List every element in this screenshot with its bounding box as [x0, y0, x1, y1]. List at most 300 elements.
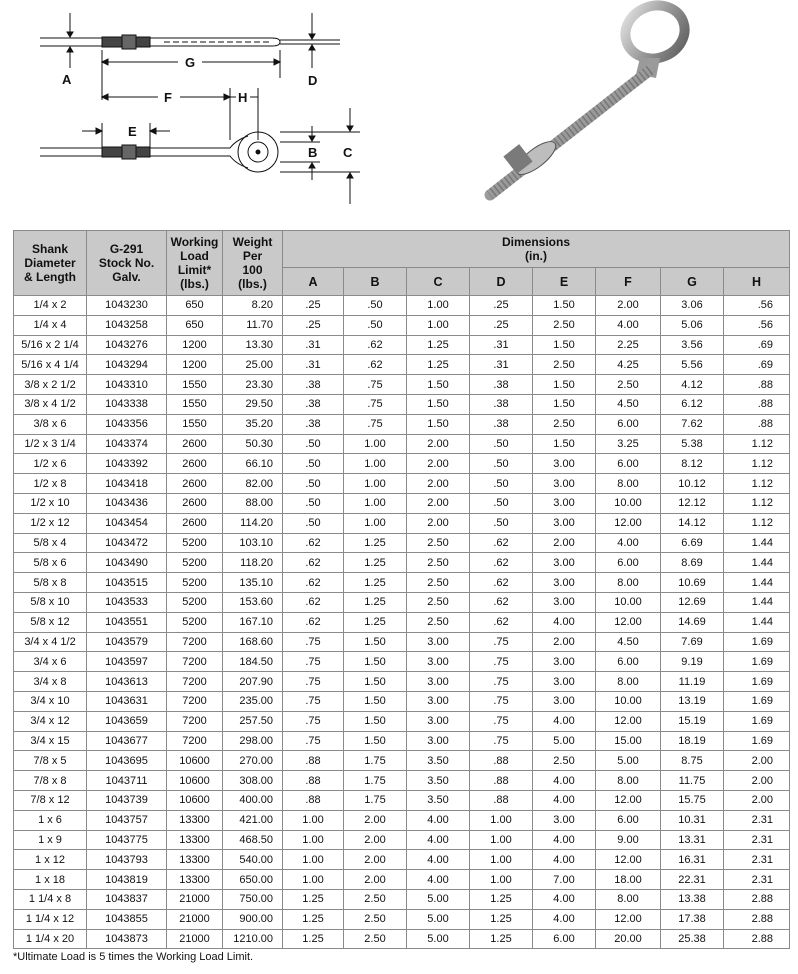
- cell-dim-a: .62: [283, 592, 344, 612]
- cell-dim-d: .75: [470, 652, 533, 672]
- cell-working-load-limit: 10600: [167, 771, 223, 791]
- cell-dim-c: 3.50: [407, 790, 470, 810]
- cell-dim-h: 1.69: [724, 731, 790, 751]
- cell-dim-e: 2.00: [533, 632, 596, 652]
- cell-dim-f: 8.00: [596, 889, 661, 909]
- cell-dim-d: .62: [470, 533, 533, 553]
- cell-dim-g: 12.69: [661, 592, 724, 612]
- cell-dim-c: 2.00: [407, 513, 470, 533]
- label-a: A: [62, 72, 72, 87]
- cell-dim-e: 4.00: [533, 771, 596, 791]
- cell-dim-c: 2.50: [407, 612, 470, 632]
- cell-weight: 1210.00: [223, 929, 283, 949]
- cell-dim-e: 4.00: [533, 612, 596, 632]
- cell-dim-b: 1.00: [344, 513, 407, 533]
- table-row: [14, 296, 790, 316]
- cell-dim-g: 13.38: [661, 889, 724, 909]
- cell-stock-no: 1043356: [87, 414, 167, 434]
- cell-dim-f: 12.00: [596, 790, 661, 810]
- cell-dim-a: .50: [283, 493, 344, 513]
- cell-shank: 3/4 x 4 1/2: [14, 632, 87, 652]
- header-dimensions: Dimensions (in.): [283, 231, 790, 268]
- cell-dim-d: .38: [470, 414, 533, 434]
- cell-dim-g: 8.12: [661, 454, 724, 474]
- cell-weight: 82.00: [223, 474, 283, 494]
- cell-dim-f: 3.25: [596, 434, 661, 454]
- cell-dim-c: 3.00: [407, 711, 470, 731]
- cell-dim-g: 5.38: [661, 434, 724, 454]
- cell-shank: 1/4 x 4: [14, 315, 87, 335]
- cell-dim-d: .75: [470, 632, 533, 652]
- cell-dim-f: 20.00: [596, 929, 661, 949]
- cell-dim-a: .38: [283, 414, 344, 434]
- cell-dim-g: 11.75: [661, 771, 724, 791]
- cell-dim-e: 6.00: [533, 929, 596, 949]
- spec-table: [13, 230, 790, 949]
- cell-dim-h: 1.44: [724, 592, 790, 612]
- cell-dim-b: 1.00: [344, 434, 407, 454]
- table-row: [14, 533, 790, 553]
- cell-dim-e: 2.50: [533, 315, 596, 335]
- cell-weight: 35.20: [223, 414, 283, 434]
- cell-dim-g: 10.69: [661, 573, 724, 593]
- cell-working-load-limit: 21000: [167, 929, 223, 949]
- cell-working-load-limit: 2600: [167, 493, 223, 513]
- cell-dim-h: 1.69: [724, 652, 790, 672]
- cell-working-load-limit: 21000: [167, 909, 223, 929]
- label-f: F: [164, 90, 172, 105]
- cell-dim-a: .50: [283, 454, 344, 474]
- cell-dim-g: 12.12: [661, 493, 724, 513]
- cell-working-load-limit: 5200: [167, 612, 223, 632]
- header-shank: Shank Diameter & Length: [14, 231, 87, 296]
- cell-dim-e: 3.00: [533, 513, 596, 533]
- cell-dim-h: .69: [724, 335, 790, 355]
- cell-dim-a: .38: [283, 394, 344, 414]
- cell-dim-a: .75: [283, 691, 344, 711]
- cell-dim-h: .88: [724, 394, 790, 414]
- table-row: [14, 691, 790, 711]
- table-row: [14, 414, 790, 434]
- cell-working-load-limit: 1200: [167, 335, 223, 355]
- cell-stock-no: 1043695: [87, 751, 167, 771]
- table-row: [14, 909, 790, 929]
- cell-stock-no: 1043793: [87, 850, 167, 870]
- cell-dim-g: 4.12: [661, 375, 724, 395]
- table-row: [14, 355, 790, 375]
- table-row: [14, 553, 790, 573]
- cell-dim-d: .50: [470, 493, 533, 513]
- cell-dim-a: 1.00: [283, 850, 344, 870]
- cell-dim-a: 1.00: [283, 830, 344, 850]
- cell-dim-h: 2.88: [724, 909, 790, 929]
- cell-dim-c: 1.25: [407, 335, 470, 355]
- cell-dim-e: 2.50: [533, 414, 596, 434]
- cell-dim-g: 11.19: [661, 672, 724, 692]
- label-g: G: [185, 55, 196, 70]
- cell-dim-c: 2.00: [407, 454, 470, 474]
- table-row: [14, 771, 790, 791]
- cell-shank: 3/8 x 6: [14, 414, 87, 434]
- cell-dim-d: .75: [470, 711, 533, 731]
- cell-dim-h: 1.69: [724, 691, 790, 711]
- cell-shank: 3/4 x 6: [14, 652, 87, 672]
- cell-stock-no: 1043392: [87, 454, 167, 474]
- table-row: [14, 810, 790, 830]
- cell-working-load-limit: 650: [167, 315, 223, 335]
- cell-dim-c: 5.00: [407, 929, 470, 949]
- cell-dim-g: 15.19: [661, 711, 724, 731]
- cell-dim-h: 2.88: [724, 929, 790, 949]
- cell-stock-no: 1043454: [87, 513, 167, 533]
- cell-dim-b: .62: [344, 355, 407, 375]
- cell-dim-f: 6.00: [596, 553, 661, 573]
- cell-dim-g: 13.19: [661, 691, 724, 711]
- cell-dim-c: 1.00: [407, 315, 470, 335]
- cell-dim-h: 2.00: [724, 790, 790, 810]
- cell-dim-c: 4.00: [407, 810, 470, 830]
- cell-dim-a: .88: [283, 790, 344, 810]
- cell-dim-a: .88: [283, 771, 344, 791]
- cell-dim-h: 2.31: [724, 810, 790, 830]
- cell-dim-b: 1.50: [344, 632, 407, 652]
- cell-dim-e: 3.00: [533, 454, 596, 474]
- header-dim-g: G: [661, 268, 724, 296]
- cell-dim-h: 2.31: [724, 870, 790, 890]
- cell-shank: 3/8 x 4 1/2: [14, 394, 87, 414]
- cell-weight: 257.50: [223, 711, 283, 731]
- cell-dim-e: 3.00: [533, 592, 596, 612]
- cell-dim-g: 15.75: [661, 790, 724, 810]
- label-c: C: [343, 145, 353, 160]
- cell-weight: 235.00: [223, 691, 283, 711]
- eye-bolt-photo: [460, 0, 760, 215]
- cell-stock-no: 1043597: [87, 652, 167, 672]
- cell-shank: 1/2 x 8: [14, 474, 87, 494]
- cell-dim-f: 10.00: [596, 493, 661, 513]
- cell-dim-f: 6.00: [596, 810, 661, 830]
- label-e: E: [128, 124, 137, 139]
- header-dim-d: D: [470, 268, 533, 296]
- cell-stock-no: 1043276: [87, 335, 167, 355]
- cell-working-load-limit: 7200: [167, 731, 223, 751]
- cell-dim-c: 2.50: [407, 592, 470, 612]
- cell-dim-h: 2.31: [724, 830, 790, 850]
- cell-dim-a: .25: [283, 296, 344, 316]
- cell-shank: 1/2 x 12: [14, 513, 87, 533]
- cell-working-load-limit: 5200: [167, 573, 223, 593]
- table-row: [14, 711, 790, 731]
- cell-dim-g: 6.12: [661, 394, 724, 414]
- cell-shank: 7/8 x 12: [14, 790, 87, 810]
- cell-dim-h: 1.44: [724, 573, 790, 593]
- cell-dim-a: .75: [283, 672, 344, 692]
- cell-dim-a: 1.00: [283, 870, 344, 890]
- table-row: [14, 493, 790, 513]
- cell-dim-e: 1.50: [533, 335, 596, 355]
- cell-dim-b: 1.50: [344, 731, 407, 751]
- cell-dim-h: .56: [724, 296, 790, 316]
- cell-dim-a: .31: [283, 335, 344, 355]
- cell-working-load-limit: 7200: [167, 711, 223, 731]
- table-row: [14, 830, 790, 850]
- cell-working-load-limit: 13300: [167, 830, 223, 850]
- header-dim-e: E: [533, 268, 596, 296]
- cell-dim-c: 1.50: [407, 375, 470, 395]
- cell-dim-b: 1.75: [344, 771, 407, 791]
- cell-dim-d: 1.00: [470, 850, 533, 870]
- footnote: *Ultimate Load is 5 times the Working Load Limit.: [13, 951, 254, 963]
- cell-dim-g: 10.31: [661, 810, 724, 830]
- cell-shank: 7/8 x 8: [14, 771, 87, 791]
- cell-dim-c: 2.50: [407, 553, 470, 573]
- table-row: [14, 870, 790, 890]
- cell-working-load-limit: 5200: [167, 533, 223, 553]
- cell-dim-c: 4.00: [407, 870, 470, 890]
- table-row: [14, 513, 790, 533]
- cell-dim-e: 4.00: [533, 711, 596, 731]
- cell-dim-h: 2.00: [724, 771, 790, 791]
- cell-dim-c: 5.00: [407, 889, 470, 909]
- cell-shank: 1/4 x 2: [14, 296, 87, 316]
- cell-stock-no: 1043659: [87, 711, 167, 731]
- cell-dim-d: .75: [470, 691, 533, 711]
- cell-shank: 5/8 x 6: [14, 553, 87, 573]
- cell-dim-d: .88: [470, 790, 533, 810]
- cell-dim-g: 9.19: [661, 652, 724, 672]
- cell-shank: 1 1/4 x 12: [14, 909, 87, 929]
- cell-shank: 1 x 12: [14, 850, 87, 870]
- cell-working-load-limit: 2600: [167, 454, 223, 474]
- cell-stock-no: 1043230: [87, 296, 167, 316]
- table-row: [14, 850, 790, 870]
- cell-dim-f: 12.00: [596, 711, 661, 731]
- table-row: [14, 573, 790, 593]
- cell-dim-a: .62: [283, 553, 344, 573]
- cell-dim-b: 2.50: [344, 889, 407, 909]
- cell-dim-d: .31: [470, 335, 533, 355]
- cell-dim-g: 8.75: [661, 751, 724, 771]
- cell-dim-b: 1.50: [344, 691, 407, 711]
- cell-dim-d: .25: [470, 315, 533, 335]
- cell-dim-e: 3.00: [533, 810, 596, 830]
- table-row: [14, 394, 790, 414]
- cell-shank: 1/2 x 3 1/4: [14, 434, 87, 454]
- cell-dim-c: 2.50: [407, 573, 470, 593]
- cell-dim-b: 1.25: [344, 553, 407, 573]
- spec-table-body: [14, 296, 790, 949]
- cell-weight: 25.00: [223, 355, 283, 375]
- cell-dim-c: 3.50: [407, 771, 470, 791]
- cell-working-load-limit: 10600: [167, 790, 223, 810]
- cell-dim-h: .88: [724, 414, 790, 434]
- cell-dim-d: 1.00: [470, 810, 533, 830]
- cell-dim-c: 3.00: [407, 691, 470, 711]
- cell-weight: 400.00: [223, 790, 283, 810]
- table-row: [14, 474, 790, 494]
- cell-dim-a: 1.00: [283, 810, 344, 830]
- cell-dim-b: 1.00: [344, 493, 407, 513]
- cell-dim-c: 5.00: [407, 909, 470, 929]
- label-h: H: [238, 90, 248, 105]
- cell-dim-h: 1.12: [724, 513, 790, 533]
- cell-dim-e: 4.00: [533, 889, 596, 909]
- cell-dim-f: 12.00: [596, 612, 661, 632]
- cell-working-load-limit: 13300: [167, 870, 223, 890]
- cell-weight: 900.00: [223, 909, 283, 929]
- cell-stock-no: 1043739: [87, 790, 167, 810]
- cell-stock-no: 1043294: [87, 355, 167, 375]
- cell-dim-d: 1.25: [470, 889, 533, 909]
- cell-dim-g: 18.19: [661, 731, 724, 751]
- cell-shank: 3/4 x 10: [14, 691, 87, 711]
- cell-dim-a: .31: [283, 355, 344, 375]
- cell-working-load-limit: 5200: [167, 553, 223, 573]
- cell-working-load-limit: 5200: [167, 592, 223, 612]
- cell-dim-g: 22.31: [661, 870, 724, 890]
- cell-dim-b: 2.00: [344, 850, 407, 870]
- cell-stock-no: 1043631: [87, 691, 167, 711]
- cell-weight: 11.70: [223, 315, 283, 335]
- cell-dim-c: 4.00: [407, 850, 470, 870]
- cell-weight: 540.00: [223, 850, 283, 870]
- cell-dim-a: .62: [283, 612, 344, 632]
- table-row: [14, 672, 790, 692]
- cell-weight: 270.00: [223, 751, 283, 771]
- cell-dim-g: 5.56: [661, 355, 724, 375]
- cell-dim-a: .62: [283, 573, 344, 593]
- cell-dim-d: .50: [470, 513, 533, 533]
- cell-dim-e: 1.50: [533, 434, 596, 454]
- cell-weight: 135.10: [223, 573, 283, 593]
- cell-dim-c: 2.00: [407, 493, 470, 513]
- cell-dim-f: 18.00: [596, 870, 661, 890]
- cell-dim-d: .75: [470, 672, 533, 692]
- cell-dim-h: 1.12: [724, 434, 790, 454]
- cell-dim-b: 1.50: [344, 652, 407, 672]
- cell-dim-g: 3.06: [661, 296, 724, 316]
- cell-shank: 3/8 x 2 1/2: [14, 375, 87, 395]
- cell-dim-g: 6.69: [661, 533, 724, 553]
- cell-dim-a: .75: [283, 632, 344, 652]
- cell-dim-h: 1.69: [724, 672, 790, 692]
- cell-weight: 50.30: [223, 434, 283, 454]
- cell-dim-h: 2.88: [724, 889, 790, 909]
- label-d: D: [308, 73, 318, 88]
- cell-weight: 167.10: [223, 612, 283, 632]
- cell-dim-f: 8.00: [596, 474, 661, 494]
- cell-weight: 421.00: [223, 810, 283, 830]
- cell-dim-f: 12.00: [596, 850, 661, 870]
- cell-dim-d: .88: [470, 771, 533, 791]
- cell-dim-e: 4.00: [533, 909, 596, 929]
- cell-dim-d: 1.25: [470, 909, 533, 929]
- cell-stock-no: 1043711: [87, 771, 167, 791]
- dimension-diagram: [40, 8, 370, 213]
- cell-stock-no: 1043374: [87, 434, 167, 454]
- cell-shank: 1 1/4 x 20: [14, 929, 87, 949]
- table-row: [14, 335, 790, 355]
- cell-dim-c: 3.00: [407, 632, 470, 652]
- cell-working-load-limit: 13300: [167, 810, 223, 830]
- cell-dim-b: .62: [344, 335, 407, 355]
- cell-dim-e: 3.00: [533, 553, 596, 573]
- cell-dim-f: 4.50: [596, 632, 661, 652]
- cell-dim-b: 1.50: [344, 711, 407, 731]
- table-row: [14, 315, 790, 335]
- cell-dim-f: 6.00: [596, 652, 661, 672]
- cell-dim-f: 10.00: [596, 691, 661, 711]
- cell-dim-a: .38: [283, 375, 344, 395]
- cell-working-load-limit: 7200: [167, 672, 223, 692]
- cell-dim-f: 5.00: [596, 751, 661, 771]
- cell-dim-h: 1.44: [724, 612, 790, 632]
- table-row: [14, 751, 790, 771]
- cell-dim-g: 10.12: [661, 474, 724, 494]
- cell-working-load-limit: 1550: [167, 414, 223, 434]
- cell-dim-f: 8.00: [596, 573, 661, 593]
- cell-stock-no: 1043418: [87, 474, 167, 494]
- cell-weight: 153.60: [223, 592, 283, 612]
- cell-dim-b: 2.00: [344, 830, 407, 850]
- table-row: [14, 454, 790, 474]
- cell-stock-no: 1043533: [87, 592, 167, 612]
- cell-shank: 5/16 x 4 1/4: [14, 355, 87, 375]
- cell-dim-f: 12.00: [596, 513, 661, 533]
- cell-dim-f: 10.00: [596, 592, 661, 612]
- cell-weight: 468.50: [223, 830, 283, 850]
- cell-stock-no: 1043837: [87, 889, 167, 909]
- cell-shank: 1 1/4 x 8: [14, 889, 87, 909]
- cell-working-load-limit: 7200: [167, 691, 223, 711]
- cell-dim-h: 2.00: [724, 751, 790, 771]
- cell-dim-e: 7.00: [533, 870, 596, 890]
- header-working-load-limit: Working Load Limit* (lbs.): [167, 231, 223, 296]
- cell-dim-b: 1.00: [344, 454, 407, 474]
- cell-stock-no: 1043677: [87, 731, 167, 751]
- cell-dim-d: .50: [470, 454, 533, 474]
- cell-dim-d: .75: [470, 731, 533, 751]
- cell-dim-d: .31: [470, 355, 533, 375]
- cell-dim-f: 6.00: [596, 414, 661, 434]
- cell-dim-c: 2.00: [407, 434, 470, 454]
- header-dim-b: B: [344, 268, 407, 296]
- cell-working-load-limit: 21000: [167, 889, 223, 909]
- cell-dim-a: .62: [283, 533, 344, 553]
- cell-dim-f: 2.00: [596, 296, 661, 316]
- table-row: [14, 592, 790, 612]
- top-view-bolt: [40, 35, 340, 49]
- cell-stock-no: 1043757: [87, 810, 167, 830]
- cell-working-load-limit: 1550: [167, 394, 223, 414]
- cell-dim-e: 1.50: [533, 375, 596, 395]
- cell-dim-c: 4.00: [407, 830, 470, 850]
- cell-dim-h: 2.31: [724, 850, 790, 870]
- cell-weight: 308.00: [223, 771, 283, 791]
- cell-dim-b: 2.50: [344, 929, 407, 949]
- cell-dim-f: 8.00: [596, 771, 661, 791]
- header-dim-h: H: [724, 268, 790, 296]
- header-stock-no: G-291 Stock No. Galv.: [87, 231, 167, 296]
- cell-dim-h: 1.44: [724, 553, 790, 573]
- cell-dim-f: 12.00: [596, 909, 661, 929]
- cell-dim-c: 3.00: [407, 672, 470, 692]
- cell-dim-b: 2.50: [344, 909, 407, 929]
- cell-shank: 1/2 x 10: [14, 493, 87, 513]
- cell-stock-no: 1043873: [87, 929, 167, 949]
- cell-weight: 650.00: [223, 870, 283, 890]
- cell-dim-g: 7.62: [661, 414, 724, 434]
